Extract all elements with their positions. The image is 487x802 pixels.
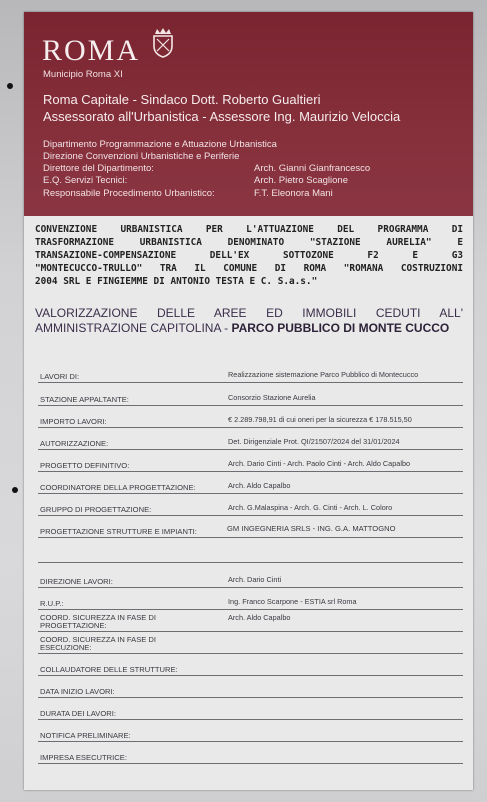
row-value: Ing. Franco Scarpone - ESTIA srl Roma (228, 597, 357, 606)
row-value: Arch. Dario Cinti - Arch. Paolo Cinti - Arch. Aldo Capalbo (228, 459, 411, 468)
table-row (38, 517, 463, 538)
header-info-label: E.Q. Servizi Tecnici: (43, 175, 128, 186)
row-value: Arch. Aldo Capalbo (228, 613, 291, 622)
row-label: DIREZIONE LAVORI: (40, 577, 113, 586)
municipio-label: Municipio Roma XI (43, 69, 123, 80)
row-label: PROGETTAZIONE STRUTTURE E IMPIANTI: (40, 527, 197, 536)
roma-crest-icon (152, 28, 174, 58)
table-row (38, 743, 463, 764)
construction-sign (24, 12, 473, 790)
title-line: CONVENZIONE URBANISTICA PER L'ATTUAZIONE DEL PROGRAMMA DI (35, 224, 463, 235)
row-label: R.U.P.: (40, 599, 64, 608)
table-row (38, 451, 463, 472)
row-value: € 2.289.798,91 di cui oneri per la sicurezza € 178.515,50 (228, 415, 412, 424)
row-value: Realizzazione sistemazione Parco Pubblico di Montecucco (228, 370, 419, 379)
row-label: IMPRESA ESECUTRICE: (40, 753, 127, 762)
table-row (38, 589, 463, 610)
subtitle-line-2-text: AMMINISTRAZIONE CAPITOLINA - (35, 321, 232, 335)
table-row (38, 473, 463, 494)
title-line: "MONTECUCCO-TRULLO" TRA IL COMUNE DI ROMA "ROMANA COSTRUZIONI (35, 263, 463, 274)
table-row (38, 611, 463, 632)
table-row (38, 495, 463, 516)
subtitle-line-2 (35, 321, 463, 336)
row-label: STAZIONE APPALTANTE: (40, 395, 129, 404)
row-label: GRUPPO DI PROGETTAZIONE: (40, 505, 152, 514)
row-label: DATA INIZIO LAVORI: (40, 687, 115, 696)
table-row (38, 655, 463, 676)
row-value: Arch. Dario Cinti (228, 575, 282, 584)
row-label: NOTIFICA PRELIMINARE: (40, 731, 131, 740)
title-line: TRANSAZIONE-COMPENSAZIONE DELL'EX SOTTOZONE F2 E G3 (35, 250, 463, 261)
row-label: PROGETTO DEFINITIVO: (40, 461, 130, 470)
wall-dot (12, 487, 18, 493)
wall-dot (7, 83, 13, 89)
header-info-label: Responsabile Procedimento Urbanistico: (43, 188, 215, 199)
table-row (38, 407, 463, 428)
header-line-1: Roma Capitale - Sindaco Dott. Roberto Gualtieri (43, 92, 321, 107)
table-row (38, 362, 463, 383)
table-row (38, 721, 463, 742)
roma-logo: ROMA (42, 34, 141, 67)
table-row (38, 699, 463, 720)
row-label: COORD. SICUREZZA IN FASE DI PROGETTAZIONE: (40, 613, 157, 630)
row-value: Arch. G.Malaspina - Arch. G. Cinti - Arch. L. Coloro (228, 503, 393, 512)
row-label: COORD. SICUREZZA IN FASE DI ESECUZIONE: (40, 635, 157, 652)
row-label: DURATA DEI LAVORI: (40, 709, 116, 718)
header-info-value: Arch. Pietro Scaglione (254, 175, 348, 186)
header-line-2: Assessorato all'Urbanistica - Assessore Ing. Maurizio Veloccia (43, 109, 401, 124)
row-label: COLLAUDATORE DELLE STRUTTURE: (40, 665, 178, 674)
row-label: IMPORTO LAVORI: (40, 417, 107, 426)
table-row (38, 385, 463, 406)
title-line: 2004 SRL E FINGIEMME DI ANTONIO TESTA E C. S.a.s." (35, 276, 318, 287)
title-line: TRASFORMAZIONE URBANISTICA DENOMINATO "STAZIONE AURELIA" E (35, 237, 463, 248)
works-subtitle (35, 306, 463, 336)
row-value: Consorzio Stazione Aurelia (228, 393, 316, 402)
row-value: GM INGEGNERIA SRLS - ING. G.A. MATTOGNO (227, 524, 396, 533)
row-label: LAVORI DI: (40, 372, 80, 381)
row-label: AUTORIZZAZIONE: (40, 439, 109, 448)
subtitle-line-1: VALORIZZAZIONE DELLE AREE ED IMMOBILI CEDUTI ALL' (35, 306, 463, 320)
row-label: COORDINATORE DELLA PROGETTAZIONE: (40, 483, 196, 492)
table-row (38, 677, 463, 698)
table-row (38, 567, 463, 588)
header-info-label: Direttore del Dipartimento: (43, 163, 154, 174)
header-info-value: Arch. Gianni Gianfrancesco (254, 163, 371, 174)
sign-header (24, 12, 473, 216)
table-row (38, 542, 463, 563)
subtitle-park-name: PARCO PUBBLICO DI MONTE CUCCO (231, 321, 450, 335)
row-value: Arch. Aldo Capalbo (228, 481, 291, 490)
row-value: Det. Dirigenziale Prot. QI/21507/2024 del 31/01/2024 (228, 437, 400, 446)
table-row (38, 429, 463, 450)
table-row (38, 633, 463, 654)
header-info-label: Direzione Convenzioni Urbanistiche e Periferie (43, 151, 240, 162)
header-info-label: Dipartimento Programmazione e Attuazione Urbanistica (43, 139, 277, 150)
convention-title (35, 223, 463, 288)
header-info-value: F.T. Eleonora Mani (254, 188, 333, 199)
